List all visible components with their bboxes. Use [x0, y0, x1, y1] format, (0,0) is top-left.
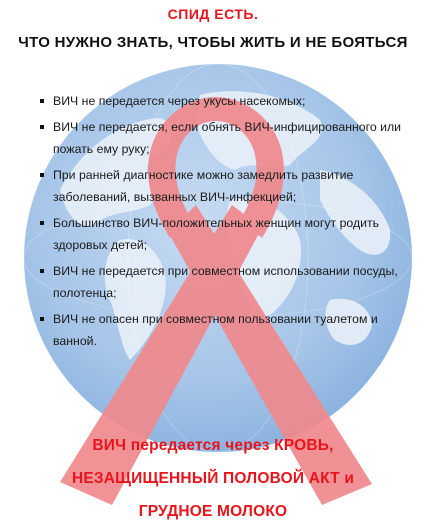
warning-line-3: ГРУДНОЕ МОЛОКО: [138, 503, 288, 520]
warning-line-1: ВИЧ передается через КРОВЬ,: [92, 437, 334, 454]
list-item: При ранней диагностике можно замедлить развитие заболеваний, вызванных ВИЧ-инфекцией;: [40, 164, 410, 209]
transmission-warning: [0, 429, 426, 528]
list-item: ВИЧ не передается при совместном использовании посуды, полотенца;: [40, 260, 410, 305]
list-item: Большинство ВИЧ-положительных женщин могут родить здоровых детей;: [40, 212, 410, 257]
list-item: ВИЧ не передается через укусы насекомых;: [40, 90, 410, 113]
list-item: ВИЧ не передается, если обнять ВИЧ-инфицированного или пожать ему руку;: [40, 116, 410, 161]
poster-title: СПИД ЕСТЬ.: [167, 6, 259, 22]
facts-list: [40, 90, 410, 356]
warning-line-2: НЕЗАЩИЩЕННЫЙ ПОЛОВОЙ АКТ и: [71, 470, 355, 487]
list-item: ВИЧ не опасен при совместном пользовании туалетом и ванной.: [40, 308, 410, 353]
poster-subtitle: ЧТО НУЖНО ЗНАТЬ, ЧТОБЫ ЖИТЬ И НЕ БОЯТЬСЯ: [18, 34, 408, 51]
